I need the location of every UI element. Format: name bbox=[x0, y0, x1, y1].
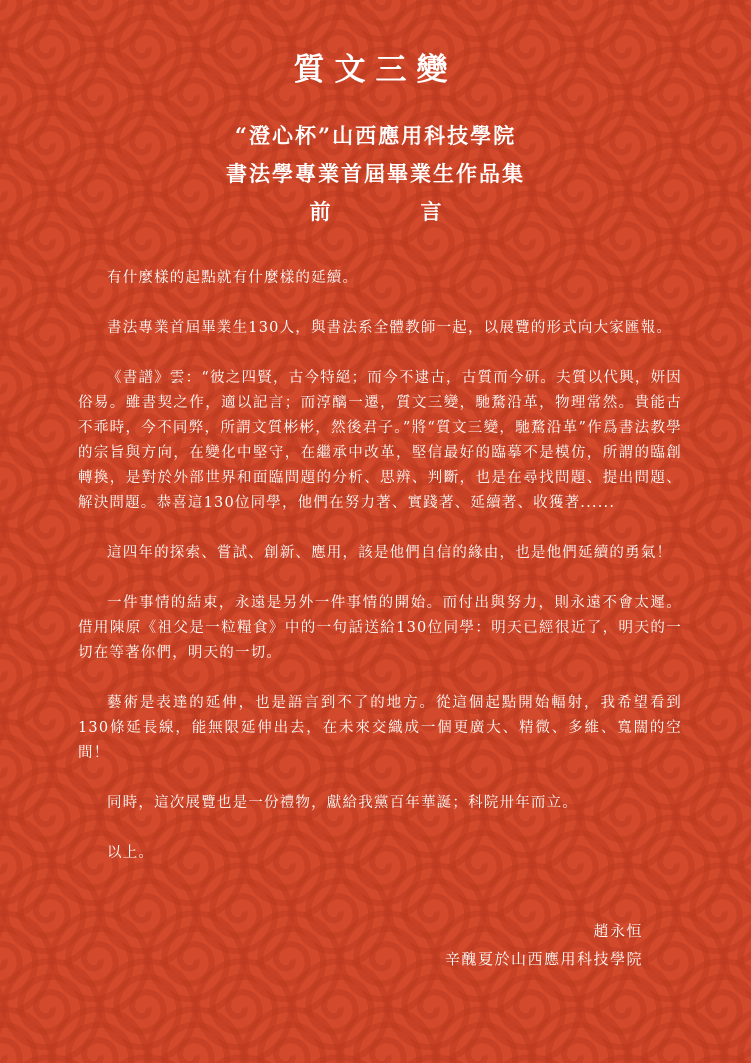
signature-date: 辛醜夏於山西應用科技學院 bbox=[444, 950, 643, 968]
paragraph-4: 這四年的探索、嘗試、創新、應用，該是他們自信的緣由，也是他們延續的勇氣！ bbox=[107, 545, 673, 561]
paragraph-8: 以上。 bbox=[107, 845, 155, 861]
paragraph-6: 藝術是表達的延伸，也是語言到不了的地方。從這個起點開始輻射，我希望看到130條延長線，能無限延伸出去，在未來交織成一個更廣大、精微、多維、寬闊的空間！ bbox=[78, 695, 682, 761]
paragraph-2: 書法專業首屆畢業生130人，與書法系全體教師一起，以展覽的形式向大家匯報。 bbox=[107, 320, 673, 336]
subtitle-collection: 書法學專業首屆畢業生作品集 bbox=[226, 161, 525, 186]
paragraph-3: 《書譜》雲：“彼之四賢，古今特絕；而今不逮古，古質而今研。夫質以代興，妍因俗易。雖書契之作，適以記言；而淳醨一遷，質文三變，馳騖沿革，物理常然。貴能古不乖時，今不同弊，所謂文質彬彬，然後君子。”將“質文三變，馳騖沿革”作爲書法教學的宗旨與方向，在變化中堅守，在繼承中改革，堅信最好的臨摹不是模仿，所謂的臨創轉換，是對於外部世界和面臨問題的分析、思辨、判斷，也是在尋找問題、提出問題、解決問題。恭喜這130位同學，他們在努力著、實踐著、延續著、收獲著...... bbox=[78, 370, 682, 511]
signature-name: 趙永恒 bbox=[593, 922, 643, 940]
paragraph-1: 有什麼樣的起點就有什麼樣的延續。 bbox=[107, 270, 359, 286]
preface-heading bbox=[0, 196, 751, 226]
page-title: 質文三變 bbox=[293, 52, 458, 88]
preface-char-1: 前 bbox=[309, 199, 331, 224]
subtitle-school: “澄心杯”山西應用科技學院 bbox=[234, 123, 517, 148]
preface-body bbox=[78, 266, 682, 891]
paragraph-5: 一件事情的結束，永遠是另外一件事情的開始。而付出與努力，則永遠不會太遲。借用陳原《祖父是一粒糧食》中的一句話送給130位同學：明天已經很近了，明天的一切在等著你們，明天的一切。 bbox=[78, 595, 682, 661]
preface-char-2: 言 bbox=[420, 199, 442, 224]
paragraph-7: 同時，這次展覽也是一份禮物，獻給我黨百年華誕；科院卅年而立。 bbox=[107, 795, 578, 811]
